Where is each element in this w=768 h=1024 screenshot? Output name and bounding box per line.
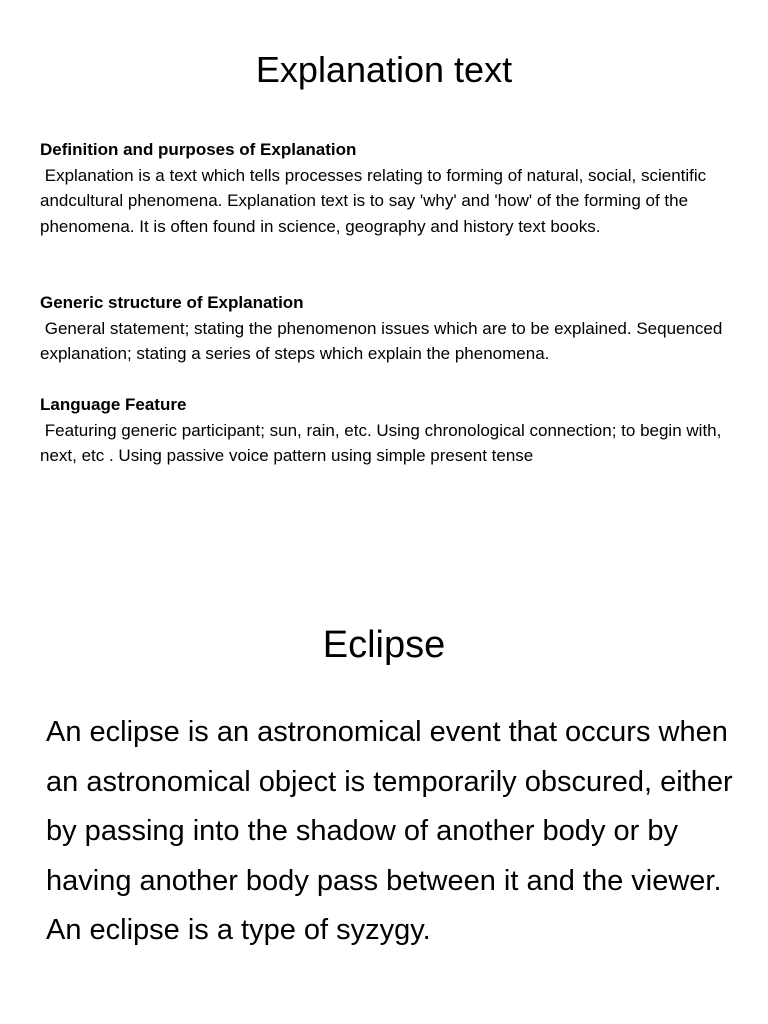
section-body: General statement; stating the phenomenon issues which are to be explained. Sequenced explanation; stating a series of steps which explain the phenomena. xyxy=(40,318,728,363)
section-generic-structure xyxy=(40,290,740,367)
section-body: Explanation is a text which tells processes relating to forming of natural, social, scientific andcultural phenomena. Explanation text is to say 'why' and 'how' of the forming of the phenomena. It is often found in science, geography and history text books. xyxy=(40,165,711,236)
section-heading: Generic structure of Explanation xyxy=(40,293,304,312)
slide-title: Explanation text xyxy=(255,49,513,90)
section-body: Featuring generic participant; sun, rain, etc. Using chronological connection; to begin with, next, etc . Using passive voice pattern using simple present tense xyxy=(40,420,727,465)
section-language-feature xyxy=(40,392,740,469)
slide-title: Eclipse xyxy=(322,624,446,666)
section-heading: Definition and purposes of Explanation xyxy=(40,140,357,159)
section-heading: Language Feature xyxy=(40,395,187,414)
eclipse-paragraph: An eclipse is an astronomical event that occurs when an astronomical object is temporarily obscured, either by passing into the shadow of another body or by having another body pass between it and the viewer. An eclipse is a type of syzygy. xyxy=(46,716,733,946)
slide-eclipse xyxy=(0,560,768,1024)
section-definition xyxy=(40,137,740,239)
